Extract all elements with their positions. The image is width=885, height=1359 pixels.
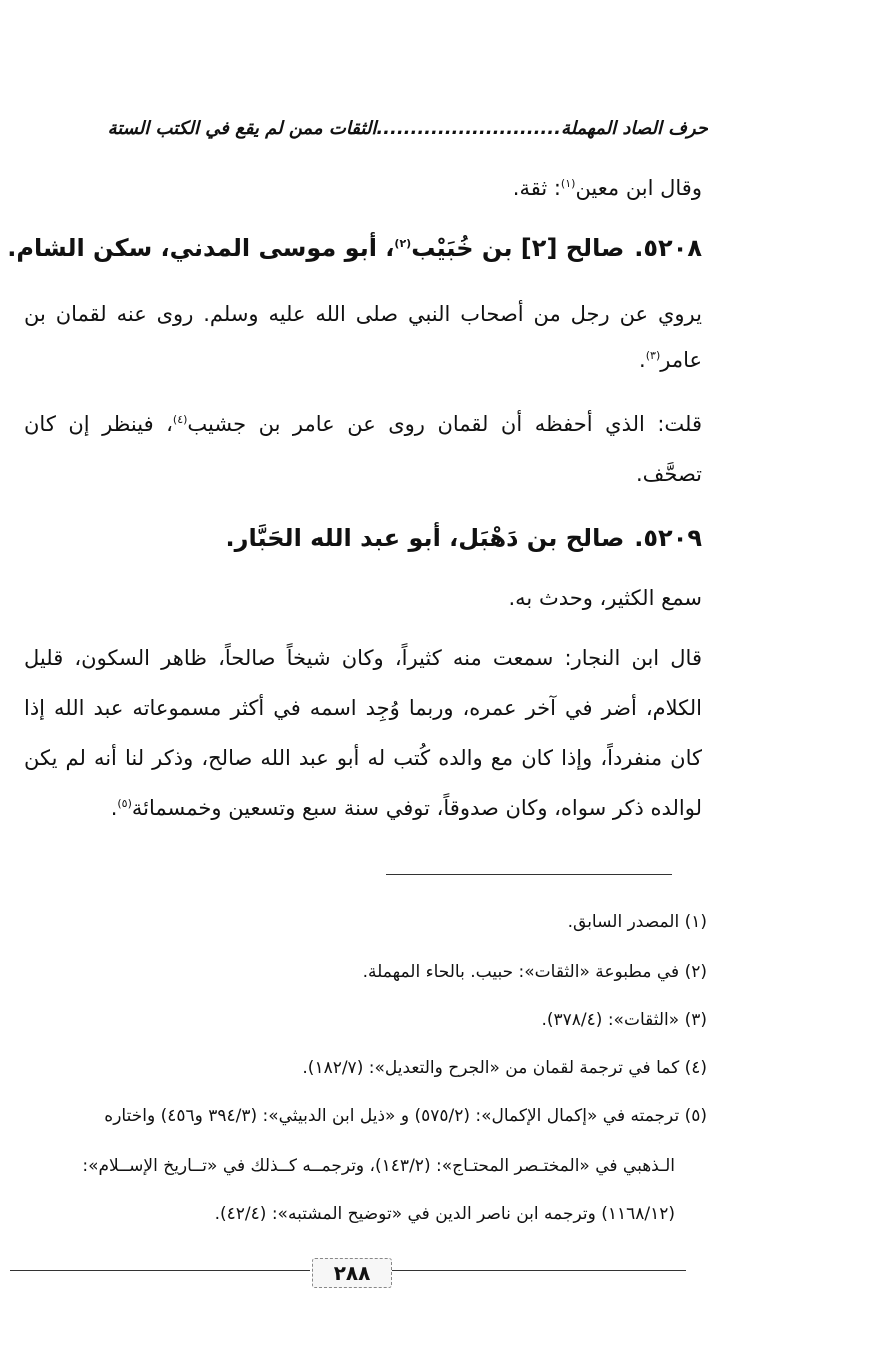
footer-rule-right bbox=[390, 1270, 686, 1271]
paragraph-text: عامر bbox=[660, 348, 702, 372]
footnote-separator bbox=[386, 874, 672, 875]
paragraph-line bbox=[111, 788, 702, 828]
paragraph-line: قال ابن النجار: سمعت منه كثيراً، وكان شيخاً صالحاً، ظاهر السكون، قليل bbox=[24, 646, 702, 670]
footnote-3: (٣) «الثقات»: (٣٧٨/٤). bbox=[541, 1010, 707, 1030]
paragraph-line bbox=[639, 340, 702, 380]
ibn-main-end: : ثقة. bbox=[512, 176, 561, 200]
paragraph-line bbox=[24, 404, 702, 444]
entry-name-rest: ، أبو موسى المدني، سكن الشام. bbox=[7, 234, 395, 262]
paragraph-line: الكلام، أضر في آخر عمره، وربما وُجِد اسمه في أكثر مسموعاته عبد الله إذا bbox=[24, 696, 702, 720]
footnote-1: (١) المصدر السابق. bbox=[567, 912, 707, 932]
entry-name: صالح [٢] بن خُبَيْب bbox=[411, 234, 625, 262]
running-header: حرف الصاد المهملة...........................الثقات ممن لم يقع في الكتب الستة bbox=[107, 118, 708, 139]
entry-number: ٥٢٠٩. bbox=[634, 524, 702, 552]
footnote-4: (٤) كما في ترجمة لقمان من «الجرح والتعديل»: (١٨٢/٧). bbox=[302, 1058, 707, 1078]
paragraph-line: كان منفرداً، وإذا كان مع والده كُتب له أبو عبد الله صالح، وذكر لنا أنه لم يكن bbox=[24, 746, 702, 770]
footnote-2: (٢) في مطبوعة «الثقات»: حبيب. بالحاء المهملة. bbox=[362, 962, 707, 982]
footnote-5-line-1: (٥) ترجمته في «إكمال الإكمال»: (٥٧٥/٢) و «ذيل ابن الدبيثي»: (٣٩٤/٣ و٤٥٦) واختاره bbox=[104, 1106, 707, 1126]
ibn-main-text: وقال ابن معين bbox=[575, 176, 702, 200]
paragraph-text: لوالده ذكر سواه، وكان صدوقاً، توفي سنة سبع وتسعين وخمسمائة bbox=[131, 796, 702, 820]
paragraph-line: تصحَّف. bbox=[635, 462, 702, 486]
footnote-ref-1[interactable]: (١) bbox=[560, 177, 576, 190]
paragraph-text: . bbox=[639, 348, 646, 372]
paragraph-text: ، فينظر إن كان bbox=[24, 412, 173, 436]
paragraph-line: يروي عن رجل من أصحاب النبي صلى الله عليه وسلم. روى عنه لقمان بن bbox=[24, 302, 702, 326]
footnote-5-line-2: الـذهبي في «المختـصر المحتـاج»: (١٤٣/٢)، وترجمــه كــذلك في «تــاريخ الإســلام»: bbox=[82, 1156, 675, 1176]
footnote-ref-2[interactable]: (٢) bbox=[394, 237, 412, 250]
paragraph-text: قلت: الذي أحفظه أن لقمان روى عن عامر بن جشيب bbox=[187, 412, 703, 436]
paragraph-line: سمع الكثير، وحدث به. bbox=[508, 586, 702, 610]
entry-5209-heading bbox=[226, 516, 702, 560]
footnote-ref-3[interactable]: (٣) bbox=[645, 349, 661, 362]
entry-5208-heading bbox=[7, 226, 702, 270]
footnote-5-line-3: (١١٦٨/١٢) وترجمه ابن ناصر الدين في «توضيح المشتبه»: (٤٢/٤). bbox=[214, 1204, 675, 1224]
paragraph-text: . bbox=[110, 796, 118, 820]
footnote-ref-4[interactable]: (٤) bbox=[172, 413, 188, 426]
page-number: ٢٨٨ bbox=[312, 1258, 392, 1288]
entry-name: صالح بن دَهْبَل، أبو عبد الله الحَبَّار. bbox=[225, 524, 625, 552]
footer-rule-left bbox=[10, 1270, 310, 1271]
footnote-ref-5[interactable]: (٥) bbox=[117, 797, 132, 810]
entry-number: ٥٢٠٨. bbox=[634, 234, 702, 262]
ibn-main-line bbox=[513, 168, 702, 208]
